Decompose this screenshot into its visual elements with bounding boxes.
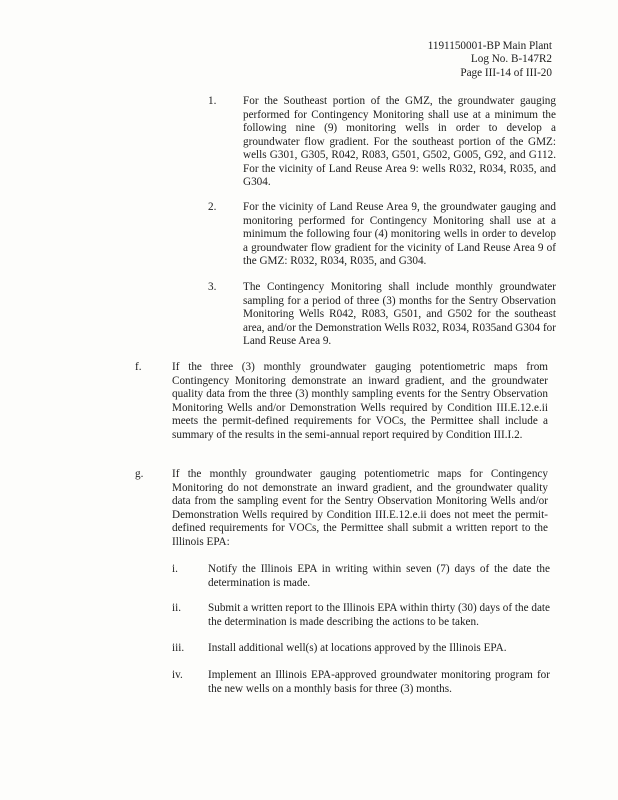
item-number: 1. — [208, 95, 217, 107]
page-header — [428, 40, 552, 80]
item-numeral: iv. — [172, 669, 183, 681]
item-numeral: iii. — [172, 642, 185, 654]
item-text: The Contingency Monitoring shall include monthly groundwater sampling for a period of three (3) months for the Sentry Observation Monitoring Wells R042, R083, G501, and G502 for the southeast area, and/or the Demonstration Wells R032, R034, R035and G304 for Land Reuse Area 9. — [243, 281, 556, 347]
item-text: For the Southeast portion of the GMZ, the groundwater gauging performed for Contingency Monitoring shall use at a minimum the following nine (9) monitoring wells in order to develop a groundwater flow gradient. For the southeast portion of the GMZ: wells G301, G305, R042, R083, G501, G502, G005, G92, and G112. For the vicinity of Land Reuse Area 9: wells R032, R034, R035, and G304. — [243, 95, 556, 188]
item-text: For the vicinity of Land Reuse Area 9, the groundwater gauging and monitoring performed for Contingency Monitoring shall use at a minimum the following four (4) monitoring wells in order to develop a groundwater flow gradient for the vicinity of Land Reuse Area 9 of the GMZ: R032, R034, R035, and G304. — [243, 201, 556, 267]
item-text: Notify the Illinois EPA in writing within seven (7) days of the date the determination is made. — [208, 563, 550, 589]
item-numeral: ii. — [172, 602, 182, 614]
item-text: If the monthly groundwater gauging potentiometric maps for Contingency Monitoring do not demonstrate an inward gradient, and the groundwater quality data from the sampling event for the Sentry Observation Monitoring Wells and/or Demonstration Wells required by Condition III.E.12.e.ii does not meet the permit-defined requirements for VOCs, the Permittee shall submit a written report to the Illinois EPA: — [172, 468, 548, 548]
item-text: If the three (3) monthly groundwater gauging potentiometric maps from Contingency Monitoring demonstrate an inward gradient, and the groundwater quality data from the three (3) monthly sampling events for the Sentry Observation Monitoring Wells and/or Demonstration Wells required by Condition III.E.12.e.ii meets the permit-defined requirements for VOCs, the Permittee shall include a summary of the results in the semi-annual report required by Condition III.I.2. — [172, 361, 548, 441]
header-permit-number: 1191150001-BP Main Plant — [427, 40, 552, 52]
item-text: Implement an Illinois EPA-approved groundwater monitoring program for the new wells on a monthly basis for three (3) months. — [208, 669, 550, 695]
item-letter: g. — [135, 468, 144, 480]
item-number: 2. — [208, 201, 217, 213]
header-log-number: Log No. B-147R2 — [470, 53, 552, 66]
item-numeral: i. — [172, 563, 178, 575]
item-text: Install additional well(s) at locations approved by the Illinois EPA. — [208, 642, 507, 654]
item-letter: f. — [135, 361, 142, 373]
header-page-number: Page III-14 of III-20 — [460, 66, 552, 79]
item-text: Submit a written report to the Illinois EPA within thirty (30) days of the date the determination is made describing the actions to be taken. — [208, 602, 551, 628]
item-number: 3. — [208, 281, 217, 293]
